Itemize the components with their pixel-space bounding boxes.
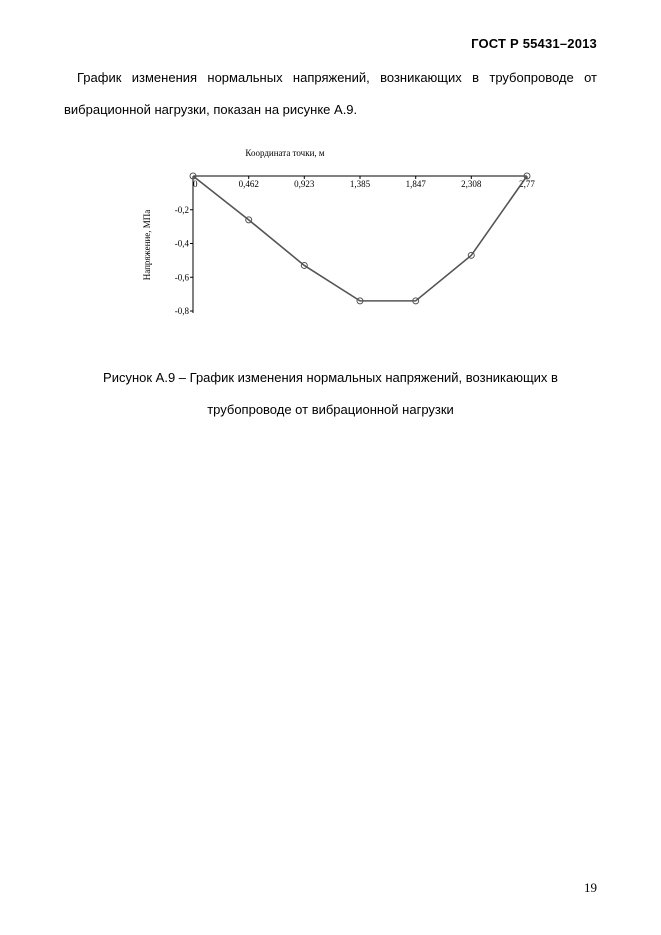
x-tick-label: 1,385 (349, 179, 371, 189)
intro-line-1: График изменения нормальных напряжений, возникающих в трубопроводе от (77, 70, 597, 85)
document-code: ГОСТ Р 55431–2013 (471, 36, 597, 51)
x-tick-label: 0 (193, 179, 198, 189)
x-tick-label: 2,77 (519, 179, 535, 189)
intro-paragraph (64, 62, 597, 126)
chart-axes (193, 176, 527, 313)
chart-series (190, 173, 530, 304)
x-axis-label: Координата точки, м (245, 148, 325, 158)
figure-caption (0, 362, 661, 426)
x-tick-label: 0,923 (294, 179, 315, 189)
series-line (193, 176, 527, 301)
y-tick-label: -0,6 (174, 272, 189, 283)
x-tick-label: 0,462 (238, 179, 259, 189)
chart-ticks (175, 176, 536, 316)
x-tick-label: 2,308 (461, 179, 482, 189)
data-point (413, 298, 419, 304)
intro-line-2: вибрационной нагрузки, показан на рисунке А.9. (64, 102, 358, 117)
x-tick-label: 1,847 (405, 179, 426, 189)
data-point (246, 217, 252, 223)
data-point (524, 173, 530, 179)
caption-line-2: трубопроводе от вибрационной нагрузки (207, 402, 454, 417)
y-axis-label: Напряжение, МПа (142, 209, 152, 281)
page-number: 19 (584, 880, 597, 895)
y-tick-label: -0,2 (174, 204, 189, 215)
data-point (190, 173, 196, 179)
data-point (357, 298, 363, 304)
y-tick-label: -0,4 (174, 238, 189, 249)
caption-line-1: Рисунок А.9 – График изменения нормальных напряжений, возникающих в (103, 370, 558, 385)
data-point (301, 262, 307, 268)
y-tick-label: -0,8 (174, 306, 189, 316)
data-point (468, 252, 474, 258)
